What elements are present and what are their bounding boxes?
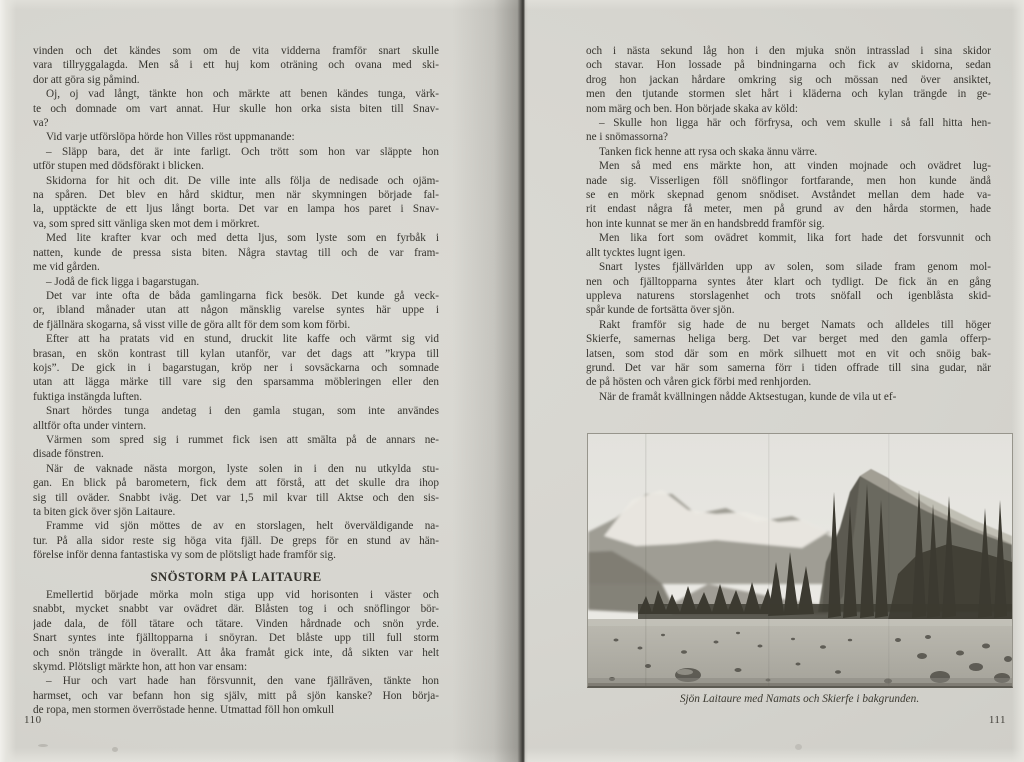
text-line: Rakt framför sig hade de nu berget Namats och alldeles till höger <box>599 318 991 331</box>
section-heading: SNÖSTORM PÅ LAITAURE <box>150 570 322 584</box>
text-line: Skidorna for hit och dit. De ville inte alls följa de nedisade och ojäm- <box>46 174 439 187</box>
text-line: la, upptäckte de ett ljus långt borta. Det var en lampa hos paret i Snav- <box>33 203 439 216</box>
text-line: Värmen som spred sig i rummet fick isen att smälta på de annars ne- <box>46 433 439 446</box>
text-line: Med lite krafter kvar och med detta ljus, som lyste som en fyrbåk i <box>46 232 439 245</box>
scan-smudge <box>38 744 48 747</box>
photo-caption: Sjön Laitaure med Namats och Skierfe i bakgrunden. <box>679 693 920 705</box>
text-line: te och domnade om vart annat. Hur skulle hon orka sista biten till Snav- <box>33 102 439 115</box>
text-line: Men så med ens märkte hon, att vinden mojnade och ovädret lug- <box>599 160 991 173</box>
text-line: Snart lystes fjällvärlden upp av solen, som silade fram genom mol- <box>599 261 991 274</box>
text-line: or, ibland månader utan att någon mänsklig varelse syntes här uppe i <box>33 304 439 317</box>
text-line: – Släpp bara, det är inte farligt. Och trött som hon var släppte hon <box>46 145 439 158</box>
text-line: skymd. Plötsligt märkte hon, att hon var ensam: <box>33 661 248 674</box>
text-line: de ropa, men stormen överröstade henne. Utmattad föll hon omkull <box>33 704 335 717</box>
page-number-right: 111 <box>988 714 1006 726</box>
text-line: jade dala, de föll tätare och tätare. Vinden hårdnade och snön yrde. <box>33 617 439 630</box>
page-number-left: 110 <box>24 714 42 726</box>
text-line: Vid varje utförslöpa hörde hon Villes röst uppmanande: <box>46 131 295 144</box>
text-line: vara tillryggalagda. Men så i ett huj kom oträning och ovana med ski- <box>33 59 439 72</box>
text-line: allt tycktes lugnt igen. <box>586 246 686 259</box>
text-line: natten, kunde de pressa sista biten. Några stavtag till och de var fram- <box>33 246 439 259</box>
text-line: ta biten gick över sjön Laitaure. <box>33 506 176 518</box>
text-line: va? <box>33 117 49 130</box>
text-line: Emellertid började mörka moln stiga upp vid horisonten i väster och <box>46 589 439 601</box>
text-line: se en mörk skepnad genom snödiset. Avståndet mellan dem hade va- <box>586 189 991 202</box>
text-line: – Hur och vart hade han försvunnit, den vane fjällräven, tänkte hon <box>46 675 439 688</box>
landscape-photo <box>587 433 1013 688</box>
text-line: drog hon jackan hårdare omkring sig och mössan ned över ansiktet, <box>586 73 991 86</box>
text-line: Men lika fort som ovädret kommit, lika fort hade det forsvunnit och <box>599 232 991 245</box>
text-line: va, som spred sitt vänliga sken mot dem i mörkret. <box>33 217 260 230</box>
left-page-text-lower <box>33 588 439 718</box>
scan-smudge <box>795 744 802 750</box>
text-line: grund. Det var här som samerna förr i tiden offrade till sina gudar, när <box>586 361 991 374</box>
text-line: Skierfe, samernas heliga berg. Det var berget med den gamla offerp- <box>586 333 991 346</box>
text-line: Tanken fick henne att rysa och skaka ännu värre. <box>599 145 818 158</box>
text-line: och stavar. Hon lossade på bindningarna och fick av skidorna, sedan <box>586 59 991 72</box>
text-line: ne i snömassorna? <box>586 131 669 144</box>
text-line: latsen, som stod där som en mörk silhuett mot en vit och snöig bak- <box>586 347 991 360</box>
text-line: – Skulle hon ligga här och förfrysa, och vem skulle i så fall hitta hen- <box>599 117 991 130</box>
text-line: utan att lägga märke till vare sig den sparsamma möbleringen eller den <box>33 376 439 389</box>
text-line: och snön trängde in överallt. Att åka framåt gick inte, då sikten var helt <box>33 646 439 659</box>
text-line: spår kunde de fortsätta över sjön. <box>586 304 735 317</box>
text-line: – Jodå de fick ligga i bagarstugan. <box>46 275 200 288</box>
text-line: Framme vid sjön möttes de av en storslagen, helt överväldigande na- <box>46 520 439 533</box>
landscape-photo-art <box>588 434 1012 686</box>
text-line: nen och fjälltopparna syntes åter klart och tydligt. De fick än en gång <box>586 275 991 288</box>
text-line: harmset, och var befann hon sig själv, mitt på sjön kanske? Hon börja- <box>33 689 439 702</box>
text-line: När de framåt kvällningen nådde Aktsestugan, kunde de vila ut ef- <box>599 390 897 403</box>
text-line: brasan, en skön kontrast till kylan utanför, var det dags att ”krypa till <box>33 347 439 360</box>
text-line: vinden och det kändes som om de vita vidderna framför snart skulle <box>33 45 439 57</box>
left-page-text-upper <box>33 44 439 563</box>
text-line: och i nästa sekund låg hon i den mjuka snön intrasslad i sina skidor <box>586 45 991 57</box>
text-line: nom märg och ben. Hon började skaka av köld: <box>586 102 798 115</box>
text-line: förelse inför denna fantastiska vy som de plötsligt hade framför sig. <box>33 549 336 562</box>
text-line: snabbt, mycket snabbt var ovädret där. Blåsten tog i och snöflingor bör- <box>33 603 439 616</box>
text-line: dor att göra sig påmind. <box>33 73 140 86</box>
text-line: utför stupen med dödsförakt i blicken. <box>33 160 204 173</box>
text-line: kojs”. De gick in i bagarstugan, kröp ner i sovsäckarna och somnade <box>33 361 439 374</box>
text-line: Oj, oj vad långt, tänkte hon och märkte att benen kändes tunga, värk- <box>46 88 439 101</box>
text-line: men den tjutande stormen slet hårt i kläderna och kylan trängde in ge- <box>586 88 991 101</box>
text-line: na spåren. Det blev en hård skidtur, men när skymningen började fal- <box>33 189 439 202</box>
text-line: alltför ofta under vintern. <box>33 419 147 432</box>
text-line: När de vaknade nästa morgon, lyste solen in i den nu utkylda stu- <box>46 462 439 475</box>
text-line: disade fönstren. <box>33 448 104 461</box>
text-line: Snart syntes inte fjälltopparna i snöyran. Det blåste upp till full storm <box>33 632 439 645</box>
text-line: sig till oväder. Snabbt iväg. Det var 1,5 mil kvar till Aktse och den sis- <box>33 491 439 504</box>
text-line: Snart hördes tunga andetag i den gamla stugan, som inte användes <box>46 405 439 418</box>
text-line: fuktiga instängda luften. <box>33 390 143 403</box>
text-line: gan. En blick på barometern, fick dem att förstå, att det skulle dra ihop <box>33 477 439 490</box>
text-line: hon inte kunnat se mer än en handsbredd framför sig. <box>586 217 825 230</box>
text-line: tur. På alla sidor reste sig höga vita fjäll. De greps för en stund av hän- <box>33 534 439 547</box>
text-line: me vid gården. <box>33 261 100 274</box>
text-line: Det var inte ofta de båda gamlingarna fick besök. Det kunde gå veck- <box>46 289 439 302</box>
text-line: Efter att ha pratats vid en stund, druckit lite kaffe och värmt sig vid <box>46 333 439 346</box>
text-line: nade sig. Visserligen föll snöflingor fortfarande, men hon kunde ändå <box>586 174 991 187</box>
text-line: uppleva naturens storslagenhet och trots snöfall och igenblåsta skid- <box>586 289 991 302</box>
right-page-text <box>586 44 991 404</box>
text-line: de på hösten och våren gick förbi med renhjorden. <box>586 376 812 389</box>
scan-smudge <box>112 747 118 752</box>
photo-shore <box>588 619 1012 686</box>
book-gutter-shadow <box>452 0 528 762</box>
text-line: de fjällnära skogarna, så visst ville de göra allt för dem som kom förbi. <box>33 318 351 331</box>
text-line: rit endast några få meter, men på grund av den hårda stormen, hade <box>586 203 991 216</box>
